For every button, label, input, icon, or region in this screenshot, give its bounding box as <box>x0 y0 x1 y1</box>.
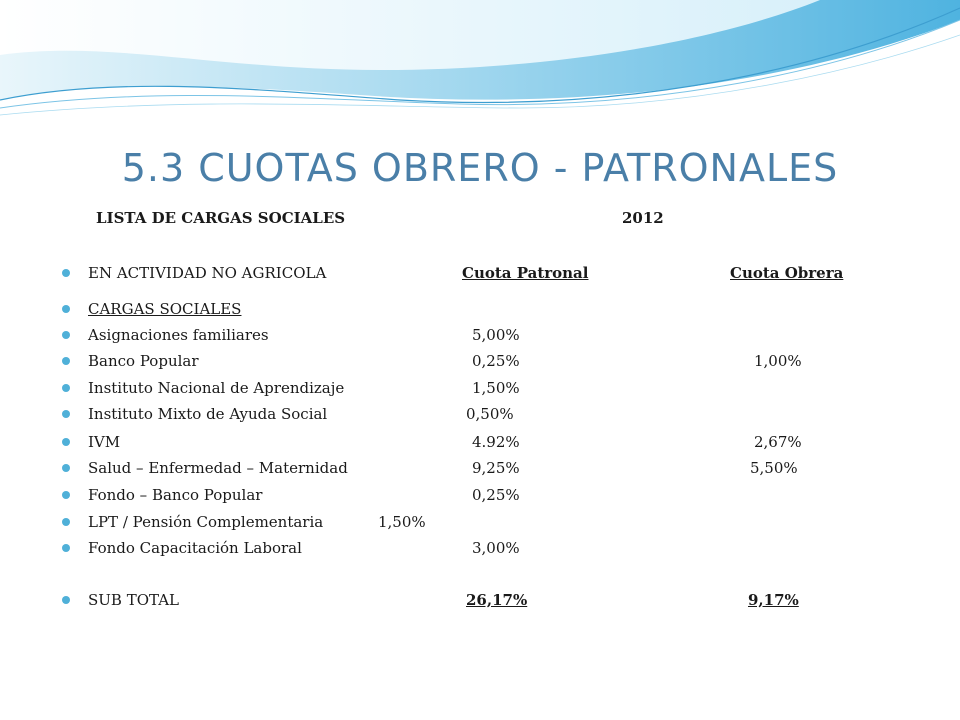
bullet-icon <box>62 357 70 365</box>
subtitle-year: 2012 <box>622 209 664 227</box>
bullet-icon <box>62 518 70 526</box>
item-patronal: 5,00% <box>472 326 520 344</box>
header-cuota-patronal: Cuota Patronal <box>462 264 589 282</box>
bullet-icon <box>62 491 70 499</box>
item-patronal: 1,50% <box>378 513 426 531</box>
item-patronal: 3,00% <box>472 539 520 557</box>
item-label: Instituto Nacional de Aprendizaje <box>88 379 345 397</box>
item-obrera: 1,00% <box>754 352 802 370</box>
item-obrera: 2,67% <box>754 433 802 451</box>
item-label: Fondo – Banco Popular <box>88 486 263 504</box>
item-patronal: 0,25% <box>472 486 520 504</box>
item-label: Fondo Capacitación Laboral <box>88 539 302 557</box>
bullet-icon <box>62 438 70 446</box>
item-label: Instituto Mixto de Ayuda Social <box>88 405 328 423</box>
bullet-icon <box>62 269 70 277</box>
subtotal-label: SUB TOTAL <box>88 591 179 609</box>
subtotal-obrera: 9,17% <box>748 591 799 609</box>
subtitle-label: LISTA DE CARGAS SOCIALES <box>96 209 346 227</box>
item-patronal: 1,50% <box>472 379 520 397</box>
header-cuota-obrera: Cuota Obrera <box>730 264 844 282</box>
item-label: Asignaciones familiares <box>88 326 269 344</box>
item-patronal: 9,25% <box>472 459 520 477</box>
item-label: IVM <box>88 433 121 451</box>
item-patronal: 0,50% <box>466 405 514 423</box>
slide-title: 5.3 CUOTAS OBRERO - PATRONALES <box>121 146 839 190</box>
item-label: Banco Popular <box>88 352 199 370</box>
item-patronal: 0,25% <box>472 352 520 370</box>
bullet-icon <box>62 410 70 418</box>
header-activity-label: EN ACTIVIDAD NO AGRICOLA <box>88 264 327 282</box>
item-patronal: 4.92% <box>472 433 520 451</box>
item-label: Salud – Enfermedad – Maternidad <box>88 459 348 477</box>
item-obrera: 5,50% <box>750 459 798 477</box>
header-wave-decoration <box>0 0 960 130</box>
item-label: LPT / Pensión Complementaria <box>88 513 324 531</box>
bullet-icon <box>62 331 70 339</box>
bullet-icon <box>62 596 70 604</box>
section-label: CARGAS SOCIALES <box>88 300 242 318</box>
bullet-icon <box>62 305 70 313</box>
subtotal-patronal: 26,17% <box>466 591 528 609</box>
bullet-icon <box>62 544 70 552</box>
bullet-icon <box>62 384 70 392</box>
bullet-icon <box>62 464 70 472</box>
